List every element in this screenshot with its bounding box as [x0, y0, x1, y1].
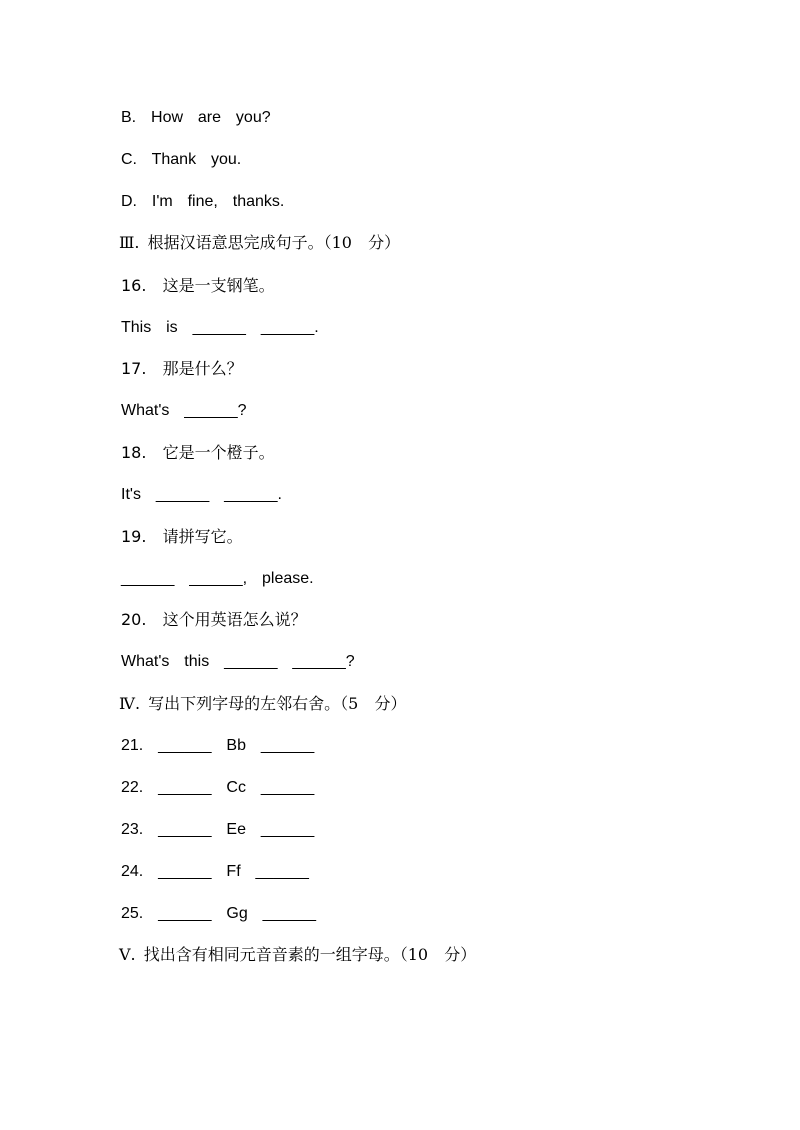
question-21: 21. ______ Bb ______ — [121, 737, 315, 754]
answer-17: What's ______? — [121, 402, 247, 419]
question-17: 17. 那是什么？ — [121, 359, 243, 378]
answer-18: It's ______ ______. — [121, 486, 282, 503]
option-c: C. Thank you. — [121, 151, 242, 168]
question-23: 23. ______ Ee ______ — [121, 821, 315, 838]
answer-19: ______ ______, please. — [121, 570, 314, 587]
question-16: 16. 这是一支钢笔。 — [121, 276, 275, 295]
option-b: B. How are you? — [121, 109, 271, 126]
question-25: 25. ______ Gg ______ — [121, 905, 317, 922]
section-4-heading: Ⅳ. 写出下列字母的左邻右舍。（5 分） — [119, 694, 407, 713]
question-19: 19. 请拼写它。 — [121, 527, 243, 546]
answer-16: This is ______ ______. — [121, 319, 319, 336]
question-24: 24. ______ Ff ______ — [121, 863, 309, 880]
section-5-heading: Ⅴ. 找出含有相同元音音素的一组字母。（10 分） — [119, 945, 477, 964]
answer-20: What's this ______ ______? — [121, 653, 355, 670]
question-20: 20. 这个用英语怎么说？ — [121, 610, 307, 629]
option-d: D. I'm fine, thanks. — [121, 193, 285, 210]
question-22: 22. ______ Cc ______ — [121, 779, 315, 796]
question-18: 18. 它是一个橙子。 — [121, 443, 275, 462]
section-3-heading: Ⅲ. 根据汉语意思完成句子。（10 分） — [119, 233, 401, 252]
